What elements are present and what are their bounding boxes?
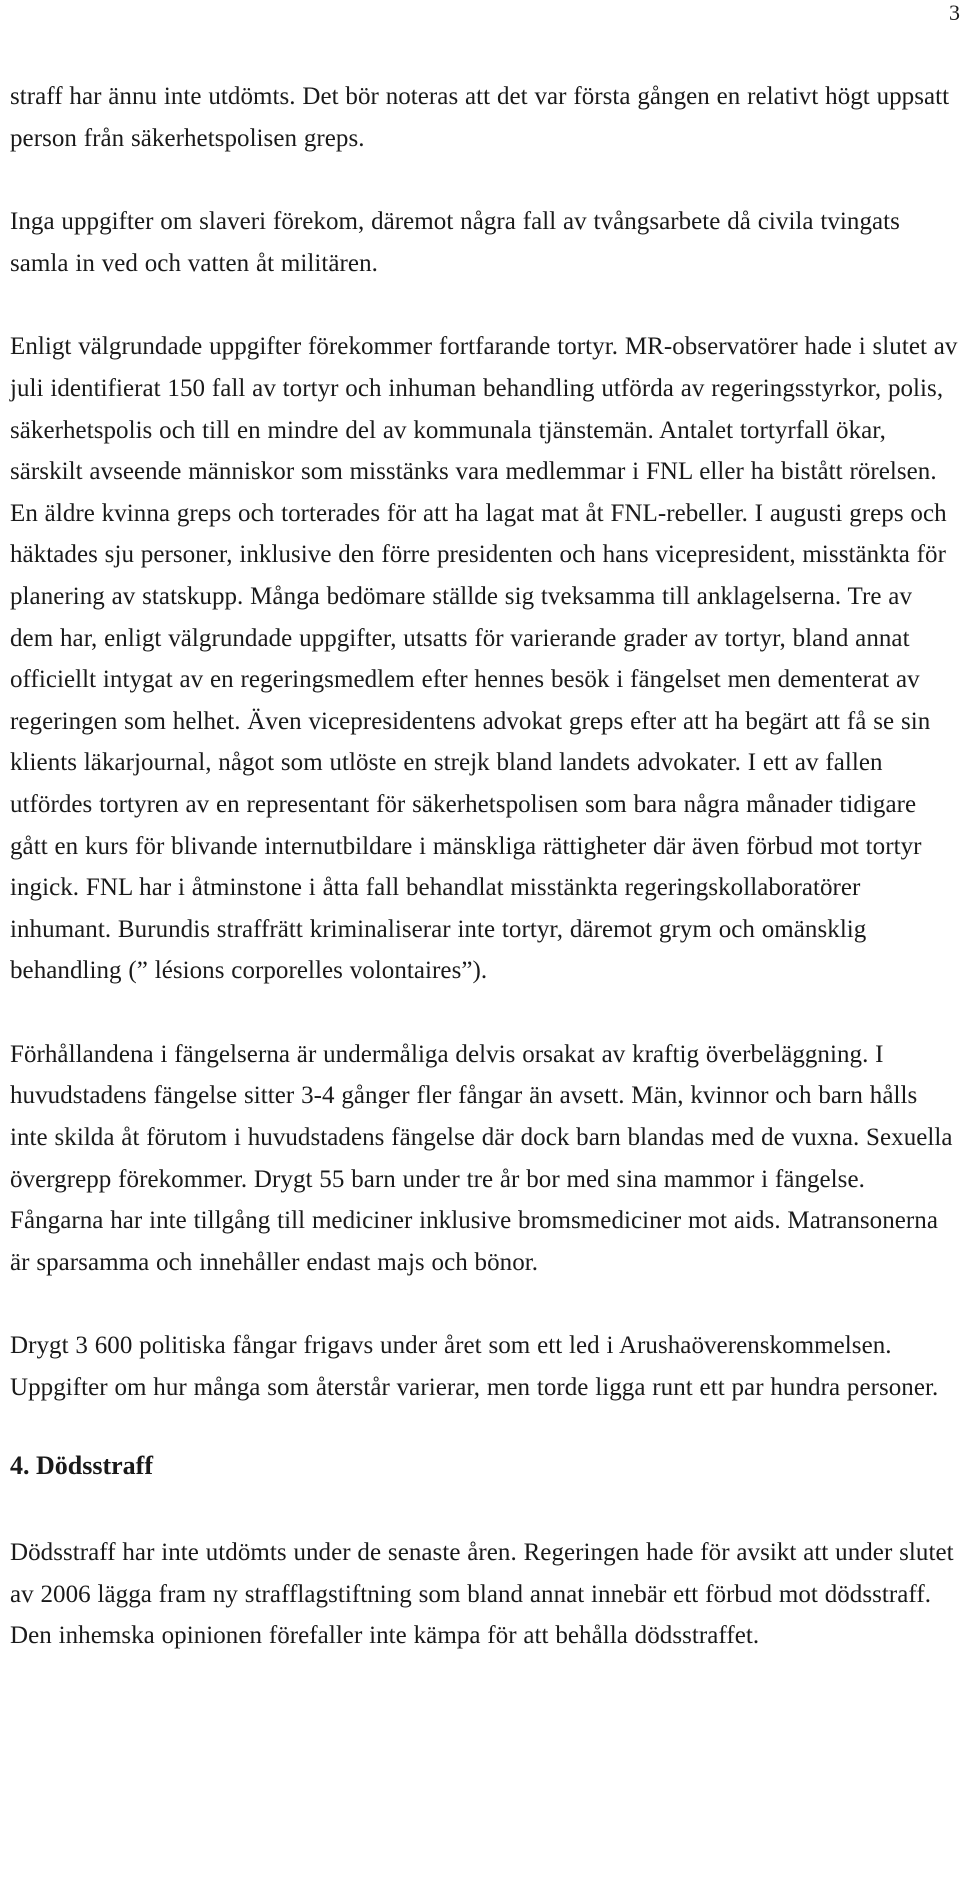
paragraph-prisons: Förhållandena i fängelserna är undermåliga delvis orsakat av kraftig överbeläggning. I huvudstadens fängelse sitter 3-4 gånger fler fångar än avsett. Män, kvinnor och barn hålls inte skilda åt förutom i huvudstadens fängelse där dock barn blandas med de vuxna. Sexuella övergrepp förekommer. Drygt 55 barn under tre år bor med sina mammor i fängelse. Fångarna har inte tillgång till mediciner inklusive bromsmediciner mot aids. Matransonerna är sparsamma och innehåller endast majs och bönor. xyxy=(10,1040,953,1276)
section-heading-death-penalty: 4. Dödsstraff xyxy=(10,1450,153,1480)
document-body xyxy=(10,76,958,1699)
paragraph-political-prisoners: Drygt 3 600 politiska fångar frigavs under året som ett led i Arushaöverenskommelsen. Uppgifter om hur många som återstår varierar, men torde ligga runt ett par hundra personer. xyxy=(10,1332,939,1402)
page-number: 3 xyxy=(949,0,960,25)
paragraph-torture: Enligt välgrundade uppgifter förekommer fortfarande tortyr. MR-observatörer hade i slutet av juli identifierat 150 fall av tortyr och inhuman behandling utförda av regeringsstyrkor, polis, säkerhetspolis och till en mindre del av kommunala tjänstemän. Antalet tortyrfall ökar, särskilt avseende människor som misstänks vara medlemmar i FNL eller ha bistått rörelsen. En äldre kvinna greps och torterades för att ha lagat mat åt FNL-rebeller. I augusti greps och häktades sju personer, inklusive den förre presidenten och hans vicepresident, misstänkta för planering av statskupp. Många bedömare ställde sig tveksamma till anklagelserna. Tre av dem har, enligt välgrundade uppgifter, utsatts för varierande grader av tortyr, bland annat officiellt intygat av en regeringsmedlem efter hennes besök i fängelset men dementerat av regeringen som helhet. Även vicepresidentens advokat greps efter att ha begärt att få se sin klients läkarjournal, något som utlöste en strejk bland landets advokater. I ett av fallen utfördes tortyren av en representant för säkerhetspolisen som bara några månader tidigare gått en kurs för blivande internutbildare i mänskliga rättigheter där även förbud mot tortyr ingick. FNL har i åtminstone i åtta fall behandlat misstänkta regeringskollaboratörer inhumant. Burundis straffrätt kriminaliserar inte tortyr, däremot grym och omänsklig behandling (” lésions corporelles volontaires”). xyxy=(10,333,958,985)
paragraph-slavery: Inga uppgifter om slaveri förekom, däremot några fall av tvångsarbete då civila tvingats samla in ved och vatten åt militären. xyxy=(10,208,900,277)
paragraph-arrest-note: straff har ännu inte utdömts. Det bör noteras att det var första gången en relativt högt uppsatt person från säkerhetspolisen greps. xyxy=(10,83,950,152)
paragraph-death-penalty: Dödsstraff har inte utdömts under de senaste åren. Regeringen hade för avsikt att under slutet av 2006 lägga fram ny strafflagstiftning som bland annat innebär ett förbud mot dödsstraff. Den inhemska opinionen förefaller inte kämpa för att behålla dödsstraffet. xyxy=(10,1539,954,1650)
